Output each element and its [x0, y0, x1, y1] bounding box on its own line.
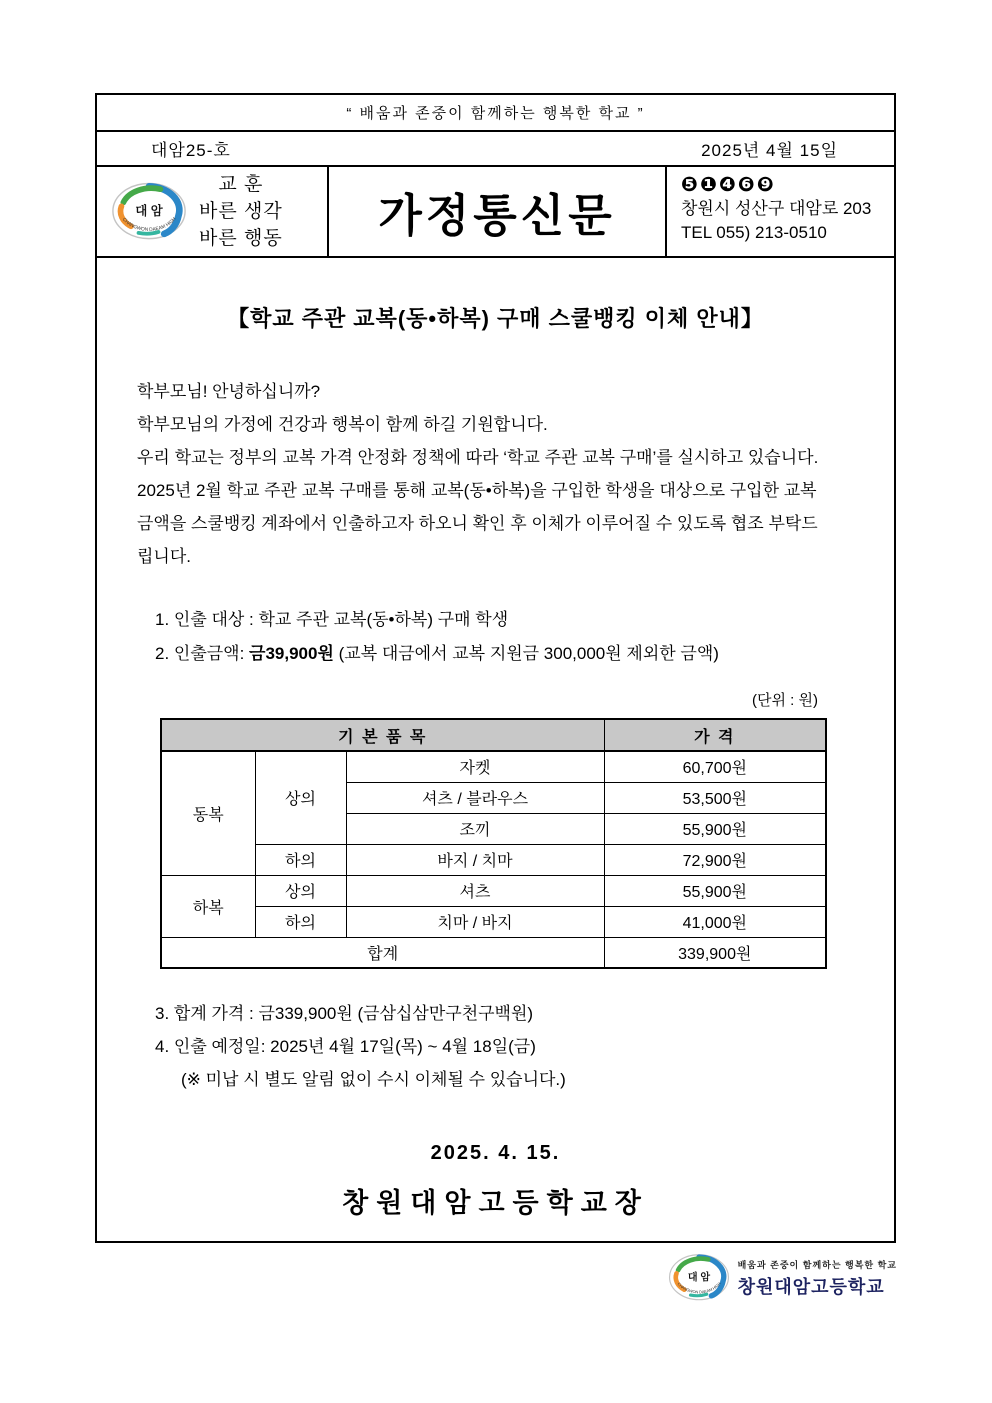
greeting-line: 금액을 스쿨뱅킹 계좌에서 인출하고자 하오니 확인 후 이체가 이루어질 수 있도록 협조 부탁드 — [137, 514, 818, 533]
document-number: 대암25-호 — [151, 141, 231, 160]
greeting-line: 학부모님! 안녕하십니까? — [137, 382, 321, 401]
document-type-title: 가정통신문 — [378, 190, 616, 241]
table-header-item: 기 본 품 목 — [161, 719, 604, 751]
greeting-line: 학부모님의 가정에 건강과 행복이 함께 하길 기원합니다. — [137, 415, 548, 434]
greeting-line: 립니다. — [137, 547, 191, 566]
price-cell: 60,700원 — [604, 751, 826, 782]
item-list-bottom — [155, 997, 868, 1096]
school-logo-icon — [111, 181, 187, 243]
notice-title: 【학교 주관 교복(동•하복) 구매 스쿨뱅킹 이체 안내】 — [227, 306, 764, 331]
table-header-price: 가 격 — [604, 719, 826, 751]
table-unit-label: (단위 : 원) — [752, 692, 818, 709]
part-bottom-cell: 하의 — [255, 844, 346, 875]
footer-school-name: 창원대암고등학교 — [737, 1276, 885, 1297]
postal-code: ❺❶❹❻❾ — [681, 174, 776, 196]
header-logo-motto-cell — [97, 167, 329, 256]
document-body — [97, 258, 894, 1241]
table-row — [161, 875, 826, 906]
item-cell: 셔츠 / 블라우스 — [346, 782, 604, 813]
school-slogan — [97, 95, 894, 132]
school-contact-cell — [665, 167, 894, 256]
item2-suffix: (교복 대금에서 교복 지원금 300,000원 제외한 금액) — [333, 644, 719, 663]
item-cell: 셔츠 — [346, 875, 604, 906]
item-unpaid-note: (※ 미납 시 별도 알림 없이 수시 이체될 수 있습니다.) — [181, 1070, 566, 1089]
price-cell: 55,900원 — [604, 875, 826, 906]
item-cell: 바지 / 치마 — [346, 844, 604, 875]
document-meta-row — [97, 132, 894, 165]
table-header-row — [161, 719, 826, 751]
item-cell: 자켓 — [346, 751, 604, 782]
school-phone: TEL 055) 213-0510 — [681, 223, 827, 242]
season-winter-cell: 동복 — [161, 751, 255, 875]
motto-line-1: 바른 생각 — [199, 201, 283, 222]
school-logo-footer-icon — [668, 1253, 730, 1303]
item-cell: 치마 / 바지 — [346, 906, 604, 937]
document-date: 2025년 4월 15일 — [701, 141, 838, 160]
table-total-row — [161, 937, 826, 968]
greeting-line: 우리 학교는 정부의 교복 가격 안정화 정책에 따라 ‘학교 주관 교복 구매’를 실시하고 있습니다. — [137, 448, 819, 467]
part-bottom-cell: 하의 — [255, 906, 346, 937]
price-cell: 41,000원 — [604, 906, 826, 937]
footer-texts — [738, 1258, 897, 1299]
table-row — [161, 751, 826, 782]
total-label-cell: 합계 — [161, 937, 604, 968]
season-summer-cell: 하복 — [161, 875, 255, 937]
uniform-price-table — [160, 718, 827, 969]
school-slogan-text: “ 배움과 존중이 함께하는 행복한 학교 ” — [346, 105, 645, 122]
price-cell: 55,900원 — [604, 813, 826, 844]
motto-line-2: 바른 행동 — [199, 228, 283, 249]
price-cell: 53,500원 — [604, 782, 826, 813]
item-withdraw-amount — [155, 637, 868, 671]
signature-date: 2025. 4. 15. — [430, 1142, 561, 1164]
greeting-line: 2025년 2월 학교 주관 교복 구매를 통해 교복(동•하복)을 구입한 학생을 대상으로 구입한 교복 — [137, 481, 817, 500]
item2-amount: 금39,900원 — [249, 644, 334, 663]
table-row — [161, 906, 826, 937]
motto-title: 교 훈 — [218, 174, 264, 195]
school-address: 창원시 성산구 대암로 203 — [681, 199, 872, 218]
part-top-cell: 상의 — [255, 875, 346, 906]
footer-branding — [668, 1253, 897, 1303]
item2-prefix: 2. 인출금액: — [155, 644, 250, 663]
footer-slogan: 배움과 존중이 함께하는 행복한 학교 — [737, 1259, 897, 1270]
notice-document — [95, 93, 896, 1243]
signature-principal: 창원대암고등학교장 — [342, 1188, 649, 1218]
price-cell: 72,900원 — [604, 844, 826, 875]
greeting-paragraph — [137, 375, 868, 573]
total-price-cell: 339,900원 — [604, 937, 826, 968]
item-withdraw-target: 1. 인출 대상 : 학교 주관 교복(동•하복) 구매 학생 — [155, 610, 509, 629]
item-withdraw-date: 4. 인출 예정일: 2025년 4월 17일(목) ~ 4월 18일(금) — [155, 1037, 536, 1056]
item-list-top — [155, 603, 868, 671]
school-motto — [199, 171, 283, 252]
item-total-price: 3. 합계 가격 : 금339,900원 (금삼십삼만구천구백원) — [155, 1004, 534, 1023]
part-top-cell: 상의 — [255, 751, 346, 844]
table-row — [161, 844, 826, 875]
document-header — [97, 165, 894, 258]
item-cell: 조끼 — [346, 813, 604, 844]
